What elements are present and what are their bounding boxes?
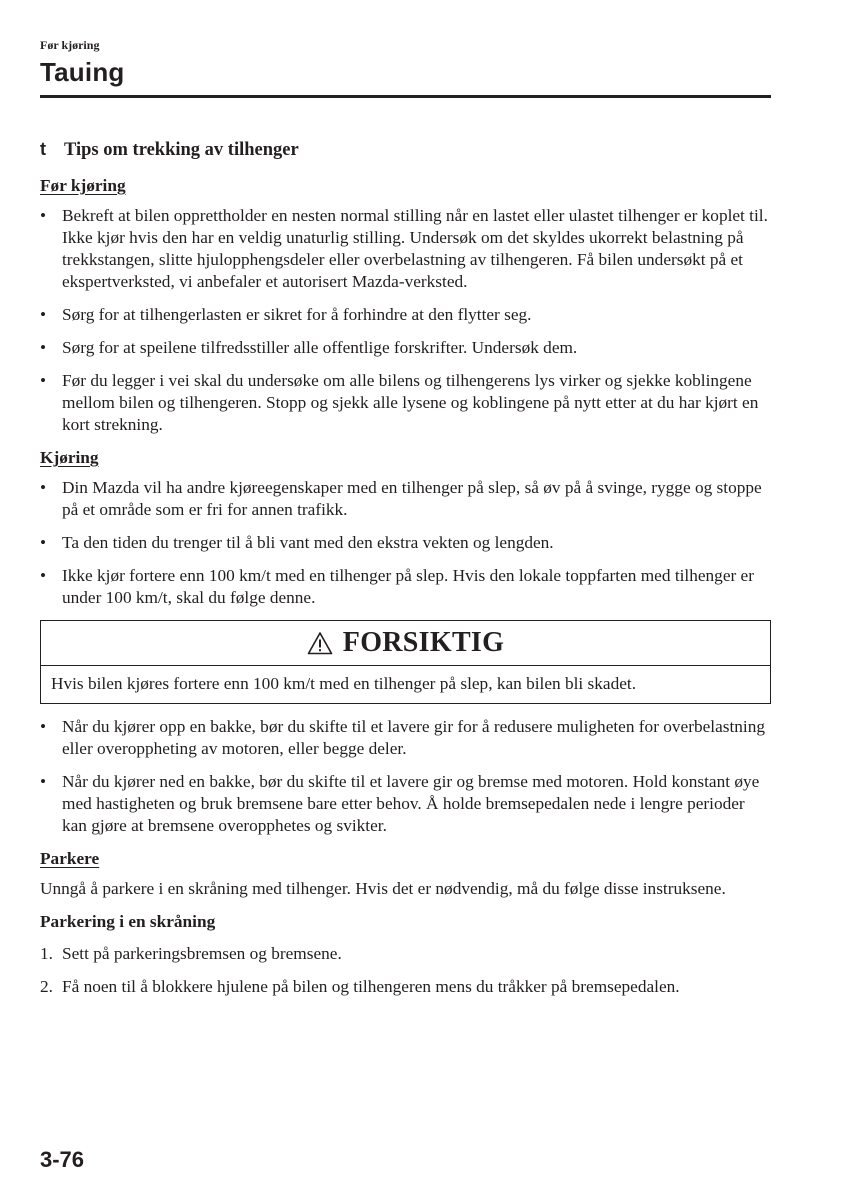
list-item: • Ikke kjør fortere enn 100 km/t med en tilhenger på slep. Hvis den lokale toppfarten med tilhenger er under 100 km/t, skal du følge denne. (40, 565, 771, 609)
list-item: • Før du legger i vei skal du undersøke om alle bilens og tilhengerens lys virker og sjekke koblingene mellom bilen og tilhengeren. Stopp og sjekk alle lysene og koblingene på nytt etter at du har kjørt en kort strekning. (40, 370, 771, 436)
list-item: • Ta den tiden du trenger til å bli vant med den ekstra vekten og lengden. (40, 532, 771, 554)
before-driving-list (40, 205, 771, 436)
caution-box (40, 620, 771, 704)
page-title: Tauing (40, 57, 125, 87)
step-item (40, 976, 771, 998)
caution-header (41, 621, 770, 666)
parking-intro: Unngå å parkere i en skråning med tilhenger. Hvis det er nødvendig, må du følge disse instruksene. (40, 879, 726, 898)
step-item (40, 943, 771, 965)
step-text: Sett på parkeringsbremsen og bremsene. (62, 944, 342, 963)
page-body (40, 138, 771, 1009)
list-item: • Bekreft at bilen opprettholder en nesten normal stilling når en lastet eller ulastet tilhenger er koplet til. Ikke kjør hvis den har en veldig unaturlig stilling. Undersøk om det skyldes ukorrekt belastning på trekkstangen, slitte hjulopphengsdeler eller overbelastning av tilhengeren. Få bilen undersøkt på et ekspertverksted, vi anbefaler et autorisert Mazda-verksted. (40, 205, 771, 293)
section-title-text: Tips om trekking av tilhenger (64, 140, 299, 160)
step-text: Få noen til å blokkere hjulene på bilen og tilhengeren mens du tråkker på bremsepedalen. (62, 977, 680, 996)
section-title (40, 138, 771, 161)
caution-heading: FORSIKTIG (342, 627, 505, 658)
list-item: • Sørg for at tilhengerlasten er sikret for å forhindre at den flytter seg. (40, 304, 771, 326)
step-number: 2. (40, 977, 53, 996)
parking-steps (40, 943, 771, 998)
chapter-kicker: Før kjøring (40, 38, 100, 52)
list-item: • Når du kjører ned en bakke, bør du skifte til et lavere gir og bremse med motoren. Hold konstant øye med hastigheten og bruk bremsene bare etter behov. Å holde bremsepedalen nede i lengre perioder kan gjøre at bremsene overopphetes og svikter. (40, 771, 771, 837)
list-item: • Din Mazda vil ha andre kjøreegenskaper med en tilhenger på slep, så øv på å svinge, rygge og stoppe på et område som er fri for annen trafikk. (40, 477, 771, 521)
hills-list (40, 716, 771, 837)
subheading-driving: Kjøring (40, 448, 99, 467)
page-number: 3-76 (40, 1147, 85, 1172)
section-mark: t (40, 139, 46, 159)
list-item: • Når du kjører opp en bakke, bør du skifte til et lavere gir for å redusere muligheten for overbelastning eller overoppheting av motoren, eller begge deler. (40, 716, 771, 760)
list-item: • Sørg for at speilene tilfredsstiller alle offentlige forskrifter. Undersøk dem. (40, 337, 771, 359)
step-number: 1. (40, 944, 53, 963)
warning-triangle-icon (307, 631, 333, 655)
subheading-slope-parking: Parkering i en skråning (40, 912, 216, 931)
subheading-before-driving: Før kjøring (40, 176, 126, 195)
caution-text: Hvis bilen kjøres fortere enn 100 km/t med en tilhenger på slep, kan bilen bli skadet. (51, 674, 637, 693)
subheading-parking: Parkere (40, 849, 100, 868)
title-rule (40, 95, 771, 98)
driving-list (40, 477, 771, 609)
